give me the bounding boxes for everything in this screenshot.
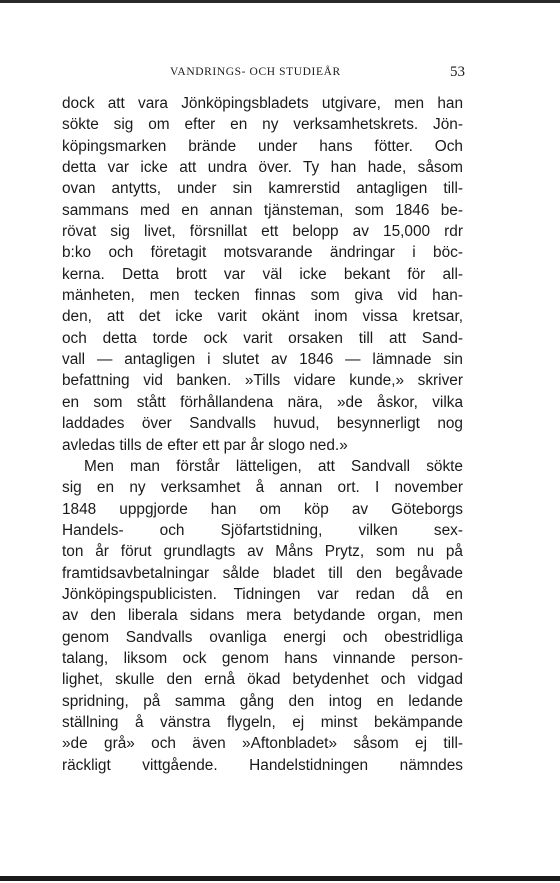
text-line: framtidsavbetalningar sålde bladet till den begåvade (62, 564, 463, 582)
text-line: mänheten, men tecken finnas som giva vid han- (62, 287, 463, 305)
text-line: ställning å vänstra flygeln, ej minst bekämpande (62, 713, 463, 731)
text-line: avledas tills de efter ett par år slogo ned.» (62, 436, 348, 454)
top-edge-rule (0, 0, 560, 3)
text-line: dock att vara Jönköpingsbladets utgivare, men han (62, 95, 463, 112)
text-line: av den liberala sidans mera betydande organ, men (62, 607, 463, 625)
text-line: sökte sig om efter en ny verksamhetskrets. Jön- (62, 116, 463, 134)
page-number: 53 (450, 64, 465, 80)
text-line: Jönköpingspublicisten. Tidningen var redan då en (62, 585, 463, 603)
text-line: kerna. Detta brott var väl icke bekant för all- (62, 265, 463, 283)
body-text (62, 93, 463, 776)
text-line: b:ko och företagit motsvarande ändringar i böc- (62, 244, 463, 262)
text-line: laddades över Sandvalls huvud, besynnerligt nog (62, 415, 463, 433)
text-line: Men man förstår lätteligen, att Sandvall sökte (84, 457, 463, 475)
text-line: spridning, på samma gång den intog en ledande (62, 692, 463, 710)
text-line: rövat sig livet, försnillat ett belopp av 15,000 rdr (62, 223, 463, 241)
text-line: vall — antagligen i slutet av 1846 — lämnade sin (62, 351, 463, 369)
text-line: Handels- och Sjöfartstidning, vilken sex- (62, 521, 463, 539)
text-line: genom Sandvalls ovanliga energi och obestridliga (62, 628, 463, 646)
text-line: talang, liksom ock genom hans vinnande person- (62, 649, 463, 667)
text-line: en som stått förhållandena nära, »de åskor, vilka (62, 393, 463, 411)
text-line: den, att det icke varit okänt inom vissa kretsar, (62, 308, 463, 326)
text-line: befattning vid banken. »Tills vidare kunde,» skriver (62, 372, 463, 390)
running-title: VANDRINGS- OCH STUDIEÅR (170, 66, 341, 78)
text-line: köpingsmarken brände under hans fötter. Och (62, 137, 463, 155)
running-head (60, 62, 465, 82)
text-line: detta var icke att undra över. Ty han hade, såsom (62, 159, 463, 177)
text-line: och detta torde ock varit orsaken till att Sand- (62, 329, 463, 347)
text-line: räckligt vittgående. Handelstidningen nämndes (62, 756, 463, 774)
text-line: ton år förut grundlagts av Måns Prytz, som nu på (62, 543, 463, 561)
text-line: 1848 uppgjorde han om köp av Göteborgs (62, 500, 463, 518)
bottom-edge-rule (0, 876, 560, 881)
text-line: lighet, skulle den ernå ökad betydenhet och vidgad (62, 671, 463, 689)
text-line: sig en ny verksamhet å annan ort. I november (62, 479, 463, 497)
text-line: sammans med en annan tjänsteman, som 1846 be- (62, 201, 463, 219)
text-line: »de grå» och även »Aftonbladet» såsom ej till- (62, 735, 463, 753)
text-line: ovan antytts, under sin kamrerstid antagligen till- (62, 180, 463, 198)
